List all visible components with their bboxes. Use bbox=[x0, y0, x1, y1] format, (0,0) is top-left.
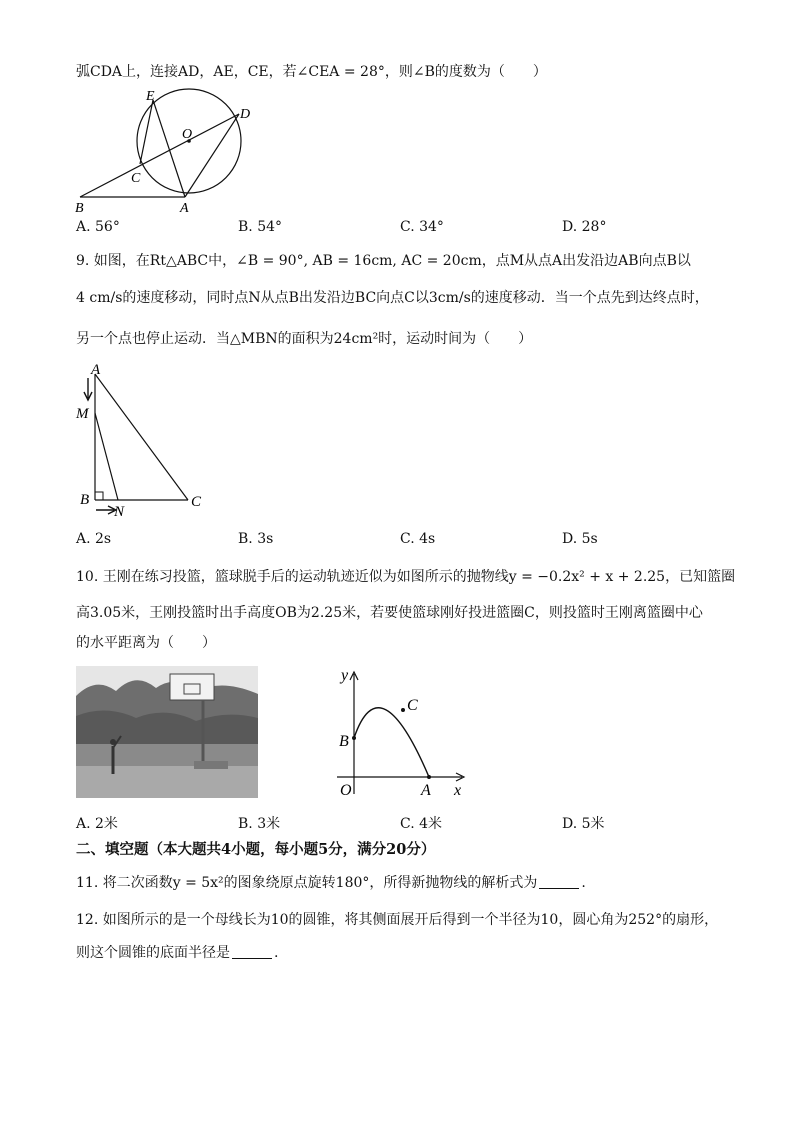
q10-line-3: 的水平距离为（ ） bbox=[76, 635, 216, 651]
q10-choice-d[interactable]: D. 5米 bbox=[562, 816, 605, 832]
q10-parabola-figure bbox=[334, 664, 476, 804]
segment-mn bbox=[95, 413, 118, 500]
segment-ec bbox=[140, 100, 153, 164]
q11-answer-blank[interactable] bbox=[539, 874, 579, 889]
q9-line-3: 另一个点也停止运动．当△MBN的面积为24cm²时，运动时间为（ ） bbox=[76, 331, 533, 347]
q8-choice-b[interactable]: B. 54° bbox=[238, 219, 283, 235]
q12-line-2 bbox=[76, 943, 278, 963]
q11-text: 11. 将二次函数y = 5x²的图象绕原点旋转180°，所得新抛物线的解析式为 bbox=[76, 875, 538, 891]
segment-ac bbox=[95, 374, 188, 500]
q9-choices bbox=[76, 531, 736, 551]
q10-choice-c[interactable]: C. 4米 bbox=[400, 816, 443, 832]
label-b: B bbox=[80, 492, 90, 508]
q9-choice-b[interactable]: B. 3s bbox=[238, 531, 274, 547]
q8-circle-figure bbox=[70, 86, 270, 216]
segment-ad bbox=[185, 114, 239, 197]
label-a: A bbox=[180, 201, 189, 216]
q10-line-1: 10. 王刚在练习投篮，篮球脱手后的运动轨迹近似为如图所示的抛物线y = −0.2x² + x + 2.25，已知篮圈 bbox=[76, 569, 736, 585]
label-d: D bbox=[240, 107, 251, 122]
label-c: C bbox=[191, 494, 202, 510]
label-m: M bbox=[76, 406, 89, 422]
q8-stem: 弧CDA上，连接AD，AE，CE，若∠CEA = 28°，则∠B的度数为（ ） bbox=[76, 64, 547, 80]
q10-choices bbox=[76, 813, 736, 833]
q9-choice-a[interactable]: A. 2s bbox=[76, 531, 112, 547]
q9-choice-d[interactable]: D. 5s bbox=[562, 531, 598, 547]
label-o: O bbox=[340, 782, 352, 799]
q10-line-2: 高3.05米，王刚投篮时出手高度OB为2.25米，若要使篮球刚好投进篮圈C，则投篮时王刚离篮圈中心 bbox=[76, 605, 703, 621]
q9-line-2: 4 cm/s的速度移动，同时点N从点B出发沿边BC向点C以3cm/s的速度移动．当一个点先到达终点时， bbox=[76, 290, 709, 306]
q8-choice-d[interactable]: D. 28° bbox=[562, 219, 607, 235]
q12-text: 则这个圆锥的底面半径是 bbox=[76, 945, 230, 961]
q8-choices bbox=[76, 219, 736, 239]
q9-triangle-figure bbox=[72, 360, 222, 520]
q8-choice-a[interactable]: A. 56° bbox=[76, 219, 120, 235]
section-title-fill-in: 二、填空题（本大题共4小题，每小题5分，满分20分） bbox=[76, 841, 436, 858]
label-a: A bbox=[91, 362, 101, 378]
q11-text-end: . bbox=[581, 875, 586, 891]
q12-text-end: . bbox=[274, 945, 279, 961]
right-angle-mark bbox=[95, 492, 103, 500]
label-e: E bbox=[146, 89, 155, 104]
label-b: B bbox=[339, 733, 349, 750]
q12-line-1: 12. 如图所示的是一个母线长为10的圆锥，将其侧面展开后得到一个半径为10，圆心角为252°的扇形， bbox=[76, 912, 719, 928]
label-o: O bbox=[182, 127, 193, 142]
basketball-photo bbox=[76, 666, 258, 798]
label-a: A bbox=[421, 782, 431, 799]
label-x: x bbox=[454, 782, 462, 799]
label-c: C bbox=[407, 697, 418, 714]
point-a bbox=[427, 775, 431, 779]
q10-choice-a[interactable]: A. 2米 bbox=[76, 816, 118, 832]
q10-choice-b[interactable]: B. 3米 bbox=[238, 816, 281, 832]
segment-bd bbox=[80, 114, 239, 197]
label-y: y bbox=[341, 667, 349, 684]
label-c: C bbox=[131, 171, 141, 186]
q9-line-1: 9. 如图，在Rt△ABC中，∠B = 90°, AB = 16cm, AC = 20cm，点M从点A出发沿边AB向点B以 bbox=[76, 253, 691, 269]
point-b bbox=[352, 736, 356, 740]
q11-line bbox=[76, 873, 586, 893]
parabola-curve bbox=[354, 708, 429, 777]
point-c bbox=[401, 708, 405, 712]
q8-choice-c[interactable]: C. 34° bbox=[400, 219, 444, 235]
label-b: B bbox=[75, 201, 84, 216]
q9-choice-c[interactable]: C. 4s bbox=[400, 531, 436, 547]
label-n: N bbox=[114, 504, 125, 520]
q12-answer-blank[interactable] bbox=[232, 944, 272, 959]
